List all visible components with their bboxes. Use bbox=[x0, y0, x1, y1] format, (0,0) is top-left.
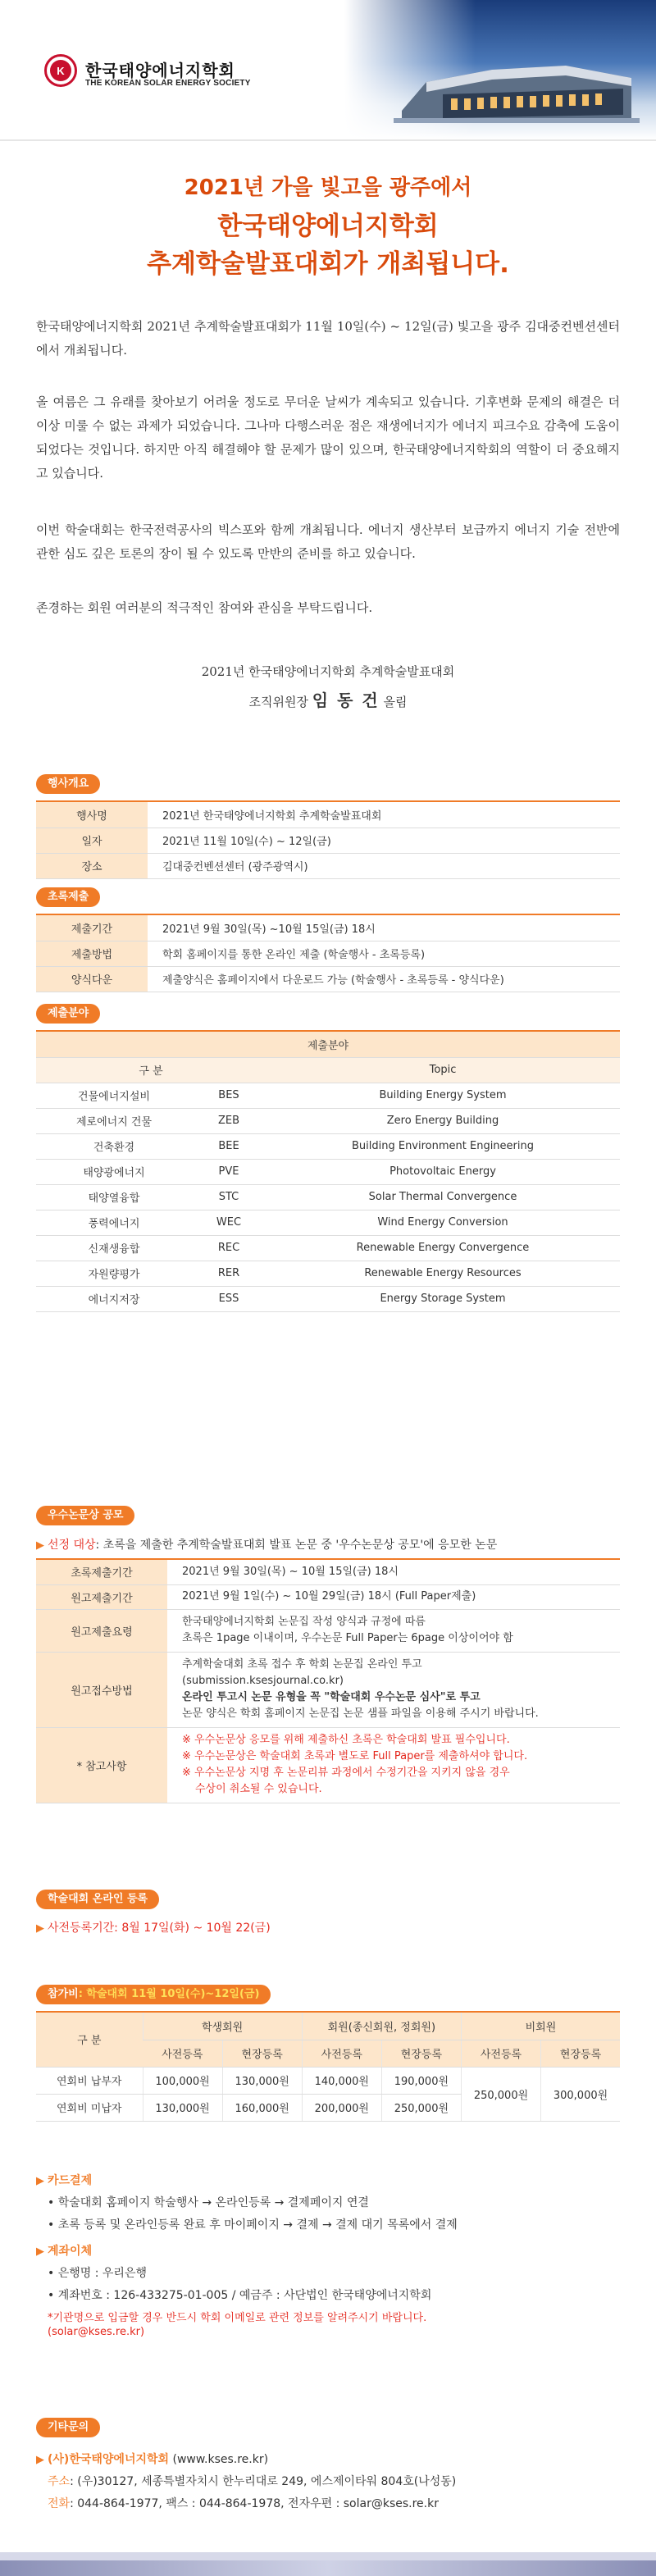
intro-paragraph-1: 한국태양에너지학회 2021년 추계학술발표대회가 11월 10일(수) ~ 12일(금) 빛고을 광주 김대중컨벤션센터에서 개최됩니다. bbox=[36, 319, 620, 358]
intro-paragraph-3: 이번 학술대회는 한국전력공사의 빅스포와 함께 개최됩니다. 에너지 생산부터 보급까지 에너지 기술 전반에 관한 심도 깊은 토론의 장이 될 수 있도록 만반의 준비를 하고 있습니다. bbox=[36, 522, 620, 561]
chair-name: 임 동 건 bbox=[312, 691, 380, 710]
table-row: 건축환경 BEE Building Environment Engineering bbox=[36, 1133, 620, 1159]
table-header: 구 분 학생회원 회원(종신회원, 정회원) 비회원 bbox=[36, 2013, 620, 2040]
table-row: 일자 2021년 11월 10일(수) ~ 12일(금) bbox=[36, 828, 620, 853]
abstract-table bbox=[36, 915, 620, 992]
header-divider bbox=[0, 139, 656, 141]
section-contact: 기타문의 bbox=[36, 2418, 100, 2437]
signature-event: 2021년 한국태양에너지학회 추계학술발표대회 bbox=[201, 664, 455, 679]
section-award: 우수논문상 공모 bbox=[36, 1506, 134, 1525]
contact-address: 주소: (우)30127, 세종특별자치시 한누리대로 249, 에스제이타워 804호(나성동) bbox=[48, 2475, 457, 2488]
intro-paragraph-2: 올 여름은 그 유래를 찾아보기 어려울 정도로 무더운 날씨가 계속되고 있습니다. 기후변화 문제의 해결은 더 이상 미룰 수 없는 과제가 되었습니다. 그나마 다행스러운 점은 재생에너지가 에너지 피크수요 감축에 도움이 되었다는 것입니다. 하지만 아직 해결해야 할 문제가 많이 있으며, 한국태양에너지학회의 역할이 더 중요해지고 있습니다. bbox=[36, 394, 620, 481]
section-registration: 학술대회 온라인 등록 bbox=[36, 1890, 159, 1909]
table-header: 구 분 Topic bbox=[36, 1057, 620, 1083]
triangle-bullet-icon: ▶ bbox=[36, 2175, 44, 2187]
table-row: 자원량평가 RER Renewable Energy Resources bbox=[36, 1261, 620, 1286]
section-abstract: 초록제출 bbox=[36, 887, 100, 907]
header-photo bbox=[344, 0, 656, 139]
headline-line3: 추계학술발표대회가 개최됩니다. bbox=[147, 249, 509, 279]
headline-line1: 2021년 가을 빛고을 광주에서 bbox=[184, 176, 472, 200]
table-row: * 참고사항 ※ 우수논문상 응모를 위해 제출하신 초록은 학술대회 발표 필수입니다. ※ 우수논문상은 학술대회 초록과 별도로 Full Paper를 제출하셔야 합니다. ※ 우수논문상 지명 후 논문리뷰 과정에서 수정기간을 지키지 않을 경우 수상이 취소될 수 있습니다. bbox=[36, 1727, 620, 1803]
triangle-bullet-icon: ▶ bbox=[36, 1539, 44, 1552]
table-header: 제출분야 bbox=[36, 1032, 620, 1057]
table-row: 건물에너지설비 BES Building Energy System bbox=[36, 1083, 620, 1108]
signature-chair: 조직위원장 임 동 건 올림 bbox=[248, 691, 408, 710]
table-row: 연회비 납부자 100,000원 130,000원 140,000원 190,000원 250,000원 300,000원 bbox=[36, 2067, 620, 2094]
transfer-note: *기관명으로 입금할 경우 반드시 학회 이메일로 관련 정보를 알려주시기 바랍니다. bbox=[48, 2312, 427, 2324]
section-fields: 제출분야 bbox=[36, 1004, 100, 1024]
table-row: 태양열융합 STC Solar Thermal Convergence bbox=[36, 1184, 620, 1210]
headline-line2: 한국태양에너지학회 bbox=[217, 212, 439, 241]
table-row: 장소 김대중컨벤션센터 (광주광역시) bbox=[36, 853, 620, 878]
footer-bar bbox=[0, 2552, 656, 2576]
award-target: ▶ 선정 대상: 초록을 제출한 추계학술발표대회 발표 논문 중 '우수논문상 공모'에 응모한 논문 bbox=[36, 1539, 498, 1552]
section-overview: 행사개요 bbox=[36, 774, 100, 794]
card-payment-heading: ▶ 카드결제 bbox=[36, 2174, 93, 2187]
table-row: 원고제출기간 2021년 9월 1일(수) ~ 10월 29일(금) 18시 (Full Paper제출) bbox=[36, 1584, 620, 1609]
triangle-bullet-icon: ▶ bbox=[36, 1922, 44, 1935]
table-row: 양식다운 제출양식은 홈페이지에서 다운로드 가능 (학술행사 - 초록등록 - 양식다운) bbox=[36, 966, 620, 992]
transfer-heading: ▶ 계좌이체 bbox=[36, 2245, 93, 2258]
transfer-line: • 계좌번호 : 126-433275-01-005 / 예금주 : 사단법인 한국태양에너지학회 bbox=[48, 2289, 432, 2302]
contact-phone: 전화: 044-864-1977, 팩스 : 044-864-1978, 전자우편 : solar@kses.re.kr bbox=[48, 2497, 439, 2510]
card-payment-line: • 학술대회 홈페이지 학술행사 → 온라인등록 → 결제페이지 연결 bbox=[48, 2196, 369, 2209]
header-banner bbox=[0, 0, 656, 139]
section-fee: 참가비: 학술대회 11월 10일(수)~12일(금) bbox=[36, 1985, 271, 2004]
fields-table bbox=[36, 1032, 620, 1312]
overview-table bbox=[36, 802, 620, 879]
triangle-bullet-icon: ▶ bbox=[36, 2245, 44, 2258]
table-row: 에너지저장 ESS Energy Storage System bbox=[36, 1286, 620, 1311]
table-header: 사전등록 현장등록 사전등록 현장등록 사전등록 현장등록 bbox=[36, 2040, 620, 2067]
table-row: 태양광에너지 PVE Photovoltaic Energy bbox=[36, 1159, 620, 1184]
table-row: 초록제출기간 2021년 9월 30일(목) ~ 10월 15일(금) 18시 bbox=[36, 1560, 620, 1584]
org-name-en: THE KOREAN SOLAR ENERGY SOCIETY bbox=[85, 79, 251, 88]
table-row: 신재생융합 REC Renewable Energy Convergence bbox=[36, 1235, 620, 1261]
card-payment-line: • 초록 등록 및 온라인등록 완료 후 마이페이지 → 결제 → 결제 대기 목록에서 결제 bbox=[48, 2218, 458, 2232]
triangle-bullet-icon: ▶ bbox=[36, 2454, 44, 2466]
table-row: 풍력에너지 WEC Wind Energy Conversion bbox=[36, 1210, 620, 1235]
table-row: 원고접수방법 추계학술대회 초록 접수 후 학회 논문집 온라인 투고 (submission.ksesjournal.co.kr) 온라인 투고시 논문 유형을 꼭 "학술대회 우수논문 심사"로 투고 논문 양식은 학회 홈페이지 논문집 논문 샘플 파일을 이용해 주시기 바랍니다. bbox=[36, 1652, 620, 1727]
pre-registration-period: ▶ 사전등록기간: 8월 17일(화) ~ 10월 22(금) bbox=[36, 1922, 271, 1935]
table-row: 제출기간 2021년 9월 30일(목) ~10월 15일(금) 18시 bbox=[36, 915, 620, 941]
table-row: 제출방법 학회 홈페이지를 통한 온라인 제출 (학술행사 - 초록등록) bbox=[36, 941, 620, 966]
society-logo-icon: K bbox=[44, 54, 77, 87]
convention-center-illustration bbox=[394, 33, 640, 123]
table-row: 원고제출요령 한국태양에너지학회 논문집 작성 양식과 규정에 따름 초록은 1page 이내이며, 우수논문 Full Paper는 6page 이상이어야 함 bbox=[36, 1609, 620, 1652]
transfer-line: • 은행명 : 우리은행 bbox=[48, 2267, 147, 2280]
org-name-ko: 한국태양에너지학회 bbox=[85, 61, 235, 80]
table-row: 연회비 미납자 130,000원 160,000원 200,000원 250,000원 bbox=[36, 2094, 620, 2121]
table-row: 행사명 2021년 한국태양에너지학회 추계학술발표대회 bbox=[36, 802, 620, 828]
contact-org: ▶ (사)한국태양에너지학회 (www.kses.re.kr) bbox=[36, 2453, 269, 2466]
transfer-note-email: (solar@kses.re.kr) bbox=[48, 2326, 145, 2338]
table-row: 제로에너지 건물 ZEB Zero Energy Building bbox=[36, 1108, 620, 1133]
fee-table bbox=[36, 2013, 620, 2122]
award-table bbox=[36, 1560, 620, 1803]
intro-paragraph-4: 존경하는 회원 여러분의 적극적인 참여와 관심을 부탁드립니다. bbox=[36, 600, 373, 615]
